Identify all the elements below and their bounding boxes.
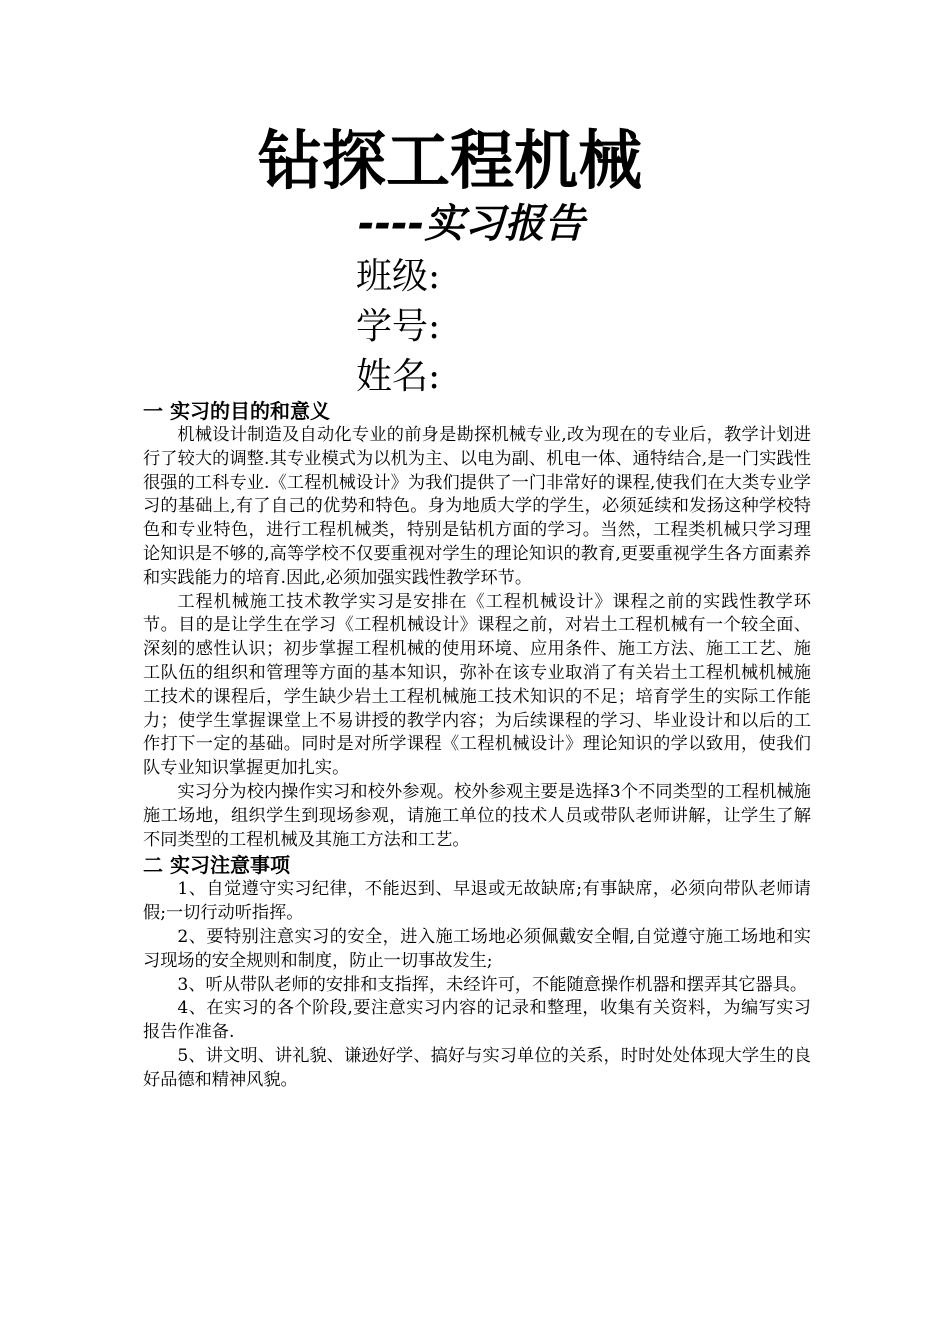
list-item: 5、讲文明、讲礼貌、谦逊好学、搞好与实习单位的关系，时时处处体现大学生的良好品德和精神风貌。 [143, 1045, 811, 1090]
report-title: 钻探工程机械 [258, 125, 642, 199]
name-label: 姓名: [356, 356, 441, 397]
section-heading-purpose: 一 实习的目的和意义 [143, 399, 330, 423]
section-heading-notes: 二 实习注意事项 [143, 853, 290, 878]
list-item: 3、听从带队老师的安排和支指挥，未经许可，不能随意操作机器和摆弄其它器具。 [177, 974, 808, 995]
report-subtitle: ----实习报告 [358, 201, 585, 247]
paragraph: 实习分为校内操作实习和校外参观。校外参观主要是选择3个不同类型的工程机械施施工场地，组织学生到现场参观，请施工单位的技术人员或带队老师讲解，让学生了解不同类型的工程机械及其施工方法和工艺。 [143, 781, 811, 850]
list-item: 4、在实习的各个阶段,要注意实习内容的记录和整理，收集有关资料，为编写实习报告作准备. [143, 998, 811, 1043]
paragraph: 工程机械施工技术教学实习是安排在《工程机械设计》课程之前的实践性教学环节。目的是让学生在学习《工程机械设计》课程之前，对岩土工程机械有一个较全面、深刻的感性认识；初步掌握工程机械的使用环境、应用条件、施工方法、施工工艺、施工队伍的组织和管理等方面的基本知识，弥补在该专业取消了有关岩土工程机械机械施工技术的课程后，学生缺少岩土工程机械施工技术知识的不足；培育学生的实际工作能力；使学生掌握课堂上不易讲授的教学内容；为后续课程的学习、毕业设计和以后的工作打下一定的基础。同时是对所学课程《工程机械设计》理论知识的学以致用，使我们队专业知识掌握更加扎实。 [143, 591, 811, 779]
list-item: 1、自觉遵守实习纪律，不能迟到、早退或无故缺席;有事缺席，必须向带队老师请假;一切行动听指挥。 [143, 879, 811, 924]
report-body [143, 398, 811, 1093]
list-item: 2、要特别注意实习的安全，进入施工场地必须佩戴安全帽,自觉遵守施工场地和实习现场的安全规则和制度，防止一切事故发生; [143, 926, 811, 971]
student-id-label: 学号: [356, 306, 441, 347]
paragraph: 机械设计制造及自动化专业的前身是勘探机械专业,改为现在的专业后，教学计划进行了较大的调整.其专业模式为以机为主、以电为副、机电一体、通特结合,是一门实践性很强的工科专业.《工程机械设计》为我们提供了一门非常好的课程,使我们在大类专业学习的基础上,有了自己的优势和特色。身为地质大学的学生，必须延续和发扬这种学校特色和专业特色，进行工程机械类，特别是钻机方面的学习。当然，工程类机械只学习理论知识是不够的,高等学校不仅要重视对学生的理论知识的教育,更要重视学生各方面素养和实践能力的培育.因此,必须加强实践性教学环节。 [143, 425, 811, 588]
class-label: 班级: [356, 256, 441, 297]
